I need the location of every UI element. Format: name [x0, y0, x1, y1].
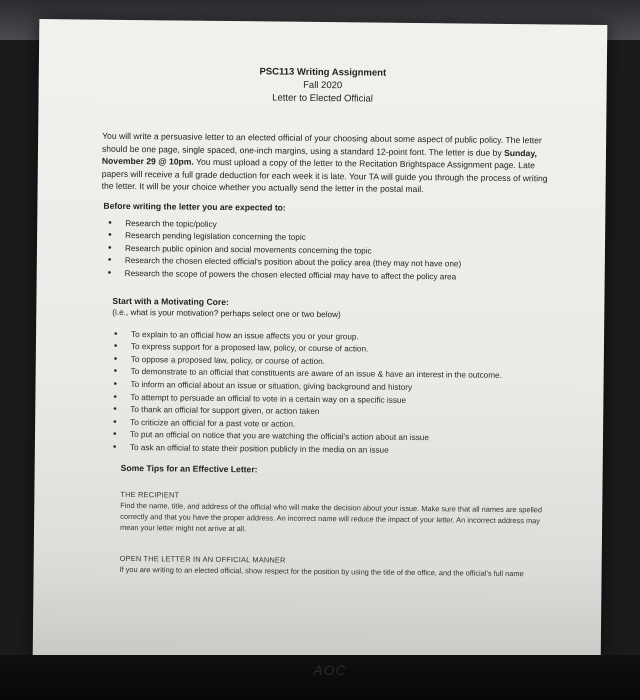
intro-part1: You will write a persuasive letter to an elected official of your choosing about some aspect of public policy. The letter should be one page, single spaced, one-inch margins, using a standard 12-point font. The letter is due by: [101, 130, 542, 158]
tip-recipient-text: Find the name, title, and address of the official who will make the decision about your issue. Make sure that all names are spelled correctly and that you have the proper address. An incorrect name will reduce the impact of your letter. An incorrect address may mean your letter might not arrive at all.: [119, 500, 543, 534]
list-item: • Research the topic/policy: [125, 218, 605, 236]
list-item: • To express support for a proposed law, policy, or course of action.: [131, 341, 542, 358]
tip-recipient: [120, 489, 543, 579]
before-section: [103, 200, 606, 286]
tip-open-title: OPEN THE LETTER IN AN OFFICIAL MANNER: [119, 553, 286, 565]
core-list: [111, 328, 542, 458]
list-item: • Research the chosen elected official's position about the policy area (they may not have one): [125, 255, 605, 273]
before-list: [103, 217, 606, 285]
list-item: • To ask an official to state their position publicly in the media on an issue: [130, 442, 541, 459]
core-section: [111, 294, 605, 459]
list-item: • To attempt to persuade an official to vote in a certain way on a specific issue: [130, 392, 541, 409]
list-item: • To thank an official for support given, or action taken: [130, 404, 541, 421]
list-item: • To oppose a proposed law, policy, or course of action.: [131, 354, 542, 371]
tips-heading: Some Tips for an Effective Letter:: [120, 463, 258, 475]
list-item: • To inform an official about an issue or situation, giving background and history: [130, 379, 541, 396]
list-item: • Research the scope of powers the chosen elected official may have to affect the policy area: [125, 268, 605, 286]
intro-part2: You must upload a copy of the letter to the Recitation Brightspace Assignment page. Late papers will receive a full grade deduction for each week it is late. Your TA will guide you through the process of writing the letter. It will be your choice whether you actually send the letter in the postal mail.: [101, 156, 548, 195]
list-item: • To criticize an official for a past vote or action.: [130, 417, 541, 434]
document-term: Fall 2020: [303, 79, 343, 92]
tip-open-text: If you are writing to an elected official, show respect for the position by using the title of the office, and the official's full name: [119, 564, 524, 579]
paper-content: [34, 19, 608, 580]
core-subheading: (i.e., what is your motivation? perhaps select one or two below): [112, 307, 341, 320]
document-subtitle: Letter to Elected Official: [272, 92, 373, 105]
document-header: [38, 63, 606, 108]
document-title: PSC113 Writing Assignment: [259, 66, 387, 79]
list-item: • Research public opinion and social movements concerning the topic: [125, 243, 605, 261]
core-heading: Start with a Motivating Core:: [112, 295, 229, 307]
list-item: • To demonstrate to an official that constituents are aware of an issue & have an interest in the outcome.: [131, 366, 542, 383]
tips-section: [121, 462, 603, 480]
assignment-paper: [33, 19, 608, 665]
list-item: • To put an official on notice that you are watching the official's action about an issue: [130, 429, 541, 446]
list-item: • To explain to an official how an issue affects you or your group.: [131, 329, 542, 346]
list-item: • Research pending legislation concerning the topic: [125, 230, 605, 248]
intro-paragraph: [102, 130, 549, 198]
before-heading: Before writing the letter you are expected to:: [103, 200, 286, 213]
due-date: Sunday, November 29 @ 10pm.: [101, 147, 537, 167]
tip-open: [120, 553, 542, 579]
monitor-logo: AOC: [313, 662, 347, 678]
tip-recipient-title: THE RECIPIENT: [120, 489, 180, 500]
